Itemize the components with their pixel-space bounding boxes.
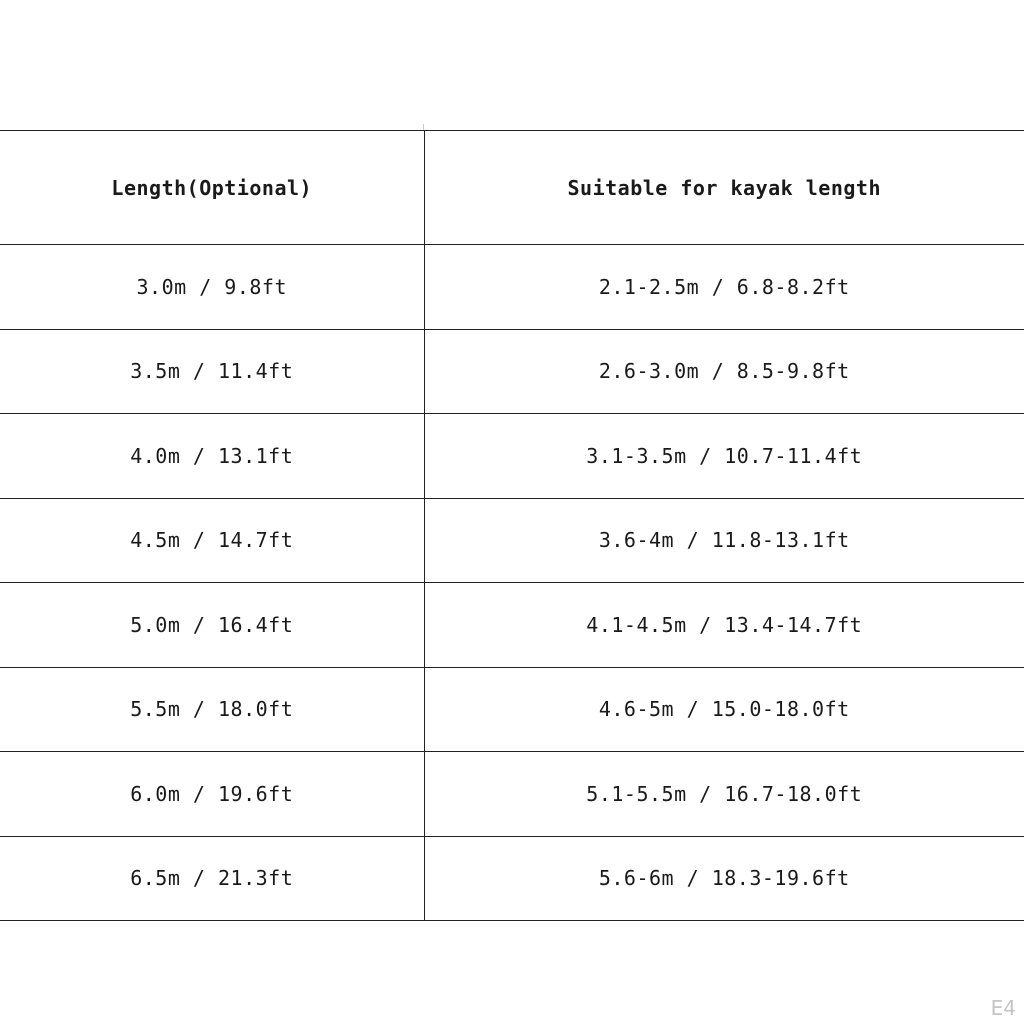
kayak-length-cell: 5.6-6m / 18.3-19.6ft xyxy=(424,836,1024,921)
kayak-length-cell: 4.6-5m / 15.0-18.0ft xyxy=(424,667,1024,752)
kayak-length-cell: 3.1-3.5m / 10.7-11.4ft xyxy=(424,414,1024,499)
kayak-length-cell: 2.6-3.0m / 8.5-9.8ft xyxy=(424,329,1024,414)
length-cell: 5.5m / 18.0ft xyxy=(0,667,424,752)
table-row xyxy=(0,245,1024,330)
table-row xyxy=(0,752,1024,837)
kayak-length-cell: 2.1-2.5m / 6.8-8.2ft xyxy=(424,245,1024,330)
length-cell: 6.5m / 21.3ft xyxy=(0,836,424,921)
length-cell: 4.5m / 14.7ft xyxy=(0,498,424,583)
table-header-row xyxy=(0,131,1024,245)
length-cell: 5.0m / 16.4ft xyxy=(0,583,424,668)
table-row xyxy=(0,414,1024,499)
table-row xyxy=(0,329,1024,414)
length-cell: 6.0m / 19.6ft xyxy=(0,752,424,837)
header-length-optional: Length(Optional) xyxy=(0,131,424,245)
watermark-label: E4 xyxy=(990,996,1016,1020)
length-cell: 4.0m / 13.1ft xyxy=(0,414,424,499)
table-row xyxy=(0,836,1024,921)
table-row xyxy=(0,667,1024,752)
kayak-length-cell: 5.1-5.5m / 16.7-18.0ft xyxy=(424,752,1024,837)
table-row xyxy=(0,498,1024,583)
length-cell: 3.0m / 9.8ft xyxy=(0,245,424,330)
table-row xyxy=(0,583,1024,668)
kayak-length-cell: 3.6-4m / 11.8-13.1ft xyxy=(424,498,1024,583)
kayak-length-cell: 4.1-4.5m / 13.4-14.7ft xyxy=(424,583,1024,668)
length-cell: 3.5m / 11.4ft xyxy=(0,329,424,414)
header-suitable-kayak-length: Suitable for kayak length xyxy=(424,131,1024,245)
size-table xyxy=(0,130,1024,921)
